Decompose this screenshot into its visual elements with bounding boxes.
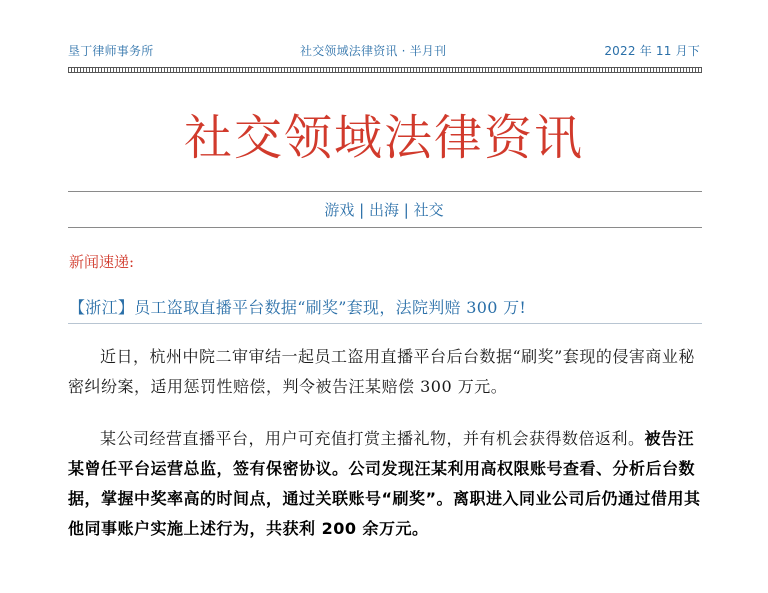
category-tags: 游戏 | 出海 | 社交 [324,201,444,219]
article-paragraph-1: 近日，杭州中院二审审结一起员工盗用直播平台后台数据“刷奖”套现的侵害商业秘密纠纷案，适用惩罚性赔偿，判令被告汪某赔偿 300 万元。 [68,347,695,396]
category-bottom-divider [68,227,702,228]
article-paragraph-2 [68,424,702,544]
article-headline: 【浙江】员工盗取直播平台数据“刷奖”套现，法院判赔 300 万! [69,298,527,317]
news-section-label: 新闻速递: [69,253,135,271]
issue-date: 2022 年 11 月下 [604,44,700,58]
publication-name: 社交领域法律资讯 · 半月刊 [300,44,447,58]
headline-divider [68,323,702,324]
paragraph-2-intro: 某公司经营直播平台，用户可充值打赏主播礼物，并有机会获得数倍返利。 [100,429,645,448]
running-header [68,36,700,60]
category-top-divider [68,191,702,192]
header-divider [68,67,702,73]
paragraph-2-emphasis: 被告汪某曾任平台运营总监，签有保密协议。公司发现汪某利用高权限账号查看、分析后台数据，掌握中奖率高的时间点，通过关联账号“刷奖”。离职进入同业公司后仍通过借用其他同事账户实施上述行为，共获利 200 余万元。 [68,429,701,538]
page-title: 社交领域法律资讯 [183,110,584,166]
firm-name: 垦丁律师事务所 [68,44,154,58]
